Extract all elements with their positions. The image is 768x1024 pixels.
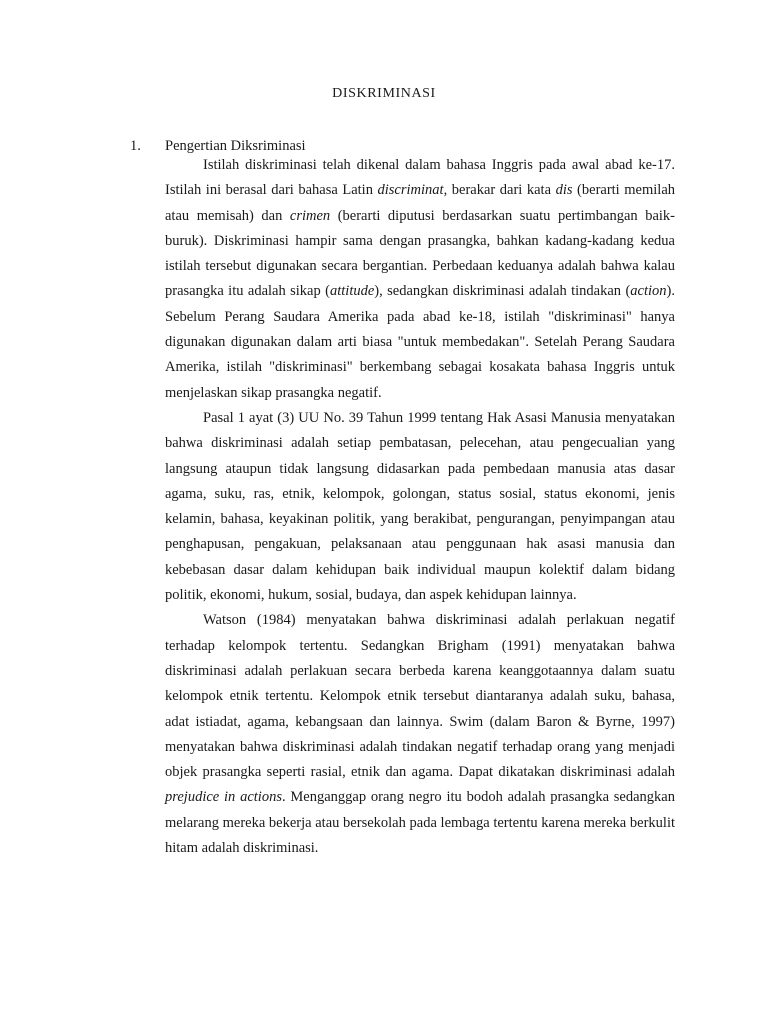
text-run: Watson (1984) menyatakan bahwa diskriminasi adalah perlakuan negatif terhadap kelompok tertentu. Sedangkan Brigham (1991) menyatakan bahwa diskriminasi adalah perlakuan secara berbeda karena keanggotaannya dalam suatu kelompok etnik tertentu. Kelompok etnik tersebut diantaranya adalah suku, bahasa, adat istiadat, agama, kebangsaan dan lainnya. Swim (dalam Baron & Byrne, 1997) menyatakan bahwa diskriminasi adalah tindakan negatif terhadap orang yang menjadi objek prasangka seperti rasial, etnik dan agama. Dapat dikatakan diskriminasi adalah	[165, 612, 675, 781]
page-title: DISKRIMINASI	[332, 86, 436, 101]
italic-term: crimen	[289, 207, 331, 224]
text-run: Istilah diskriminasi telah dikenal dalam bahasa Inggris pada awal abad ke-17. Istilah ini berasal dari bahasa Latin	[165, 157, 675, 199]
text-run: ), sedangkan diskriminasi adalah tindakan (	[374, 283, 631, 300]
italic-term: discriminat	[377, 182, 444, 199]
text-run: . Menganggap orang negro itu bodoh adalah prasangka sedangkan melarang mereka bekerja atau bersekolah pada lembaga tertentu karena mereka berkulit hitam adalah diskriminasi.	[165, 789, 675, 857]
italic-term: action	[630, 283, 667, 300]
section-number: 1.	[130, 138, 141, 154]
section-title: Pengertian Diksriminasi	[165, 138, 306, 154]
text-run: (berarti diputusi berdasarkan suatu pertimbangan baik-buruk). Diskriminasi hampir sama dengan prasangka, bahkan kadang-kadang kedua istilah tersebut digunakan secara bergantian. Perbedaan keduanya adalah bahwa kalau prasangka itu adalah sikap (	[165, 207, 676, 300]
paragraph	[165, 608, 675, 861]
text-run: Pasal 1 ayat (3) UU No. 39 Tahun 1999 tentang Hak Asasi Manusia menyatakan bahwa diskriminasi adalah setiap pembatasan, pelecehan, atau pengecualian yang langsung ataupun tidak langsung didasarkan pada pembedaan manusia atas dasar agama, suku, ras, etnik, kelompok, golongan, status sosial, status ekonomi, jenis kelamin, bahasa, keyakinan politik, yang berakibat, pengurangan, penyimpangan atau penghapusan, pengakuan, pelaksanaan atau penggunaan hak asasi manusia dan kebebasan dasar dalam kehidupan baik individual maupun kolektif dalam bidang politik, ekonomi, hukum, sosial, budaya, dan aspek kehidupan lainnya.	[165, 409, 675, 604]
italic-term: prejudice in actions	[165, 789, 282, 806]
text-run: ). Sebelum Perang Saudara Amerika pada abad ke-18, istilah "diskriminasi" hanya digunakan digunakan dalam arti biasa "untuk membedakan". Setelah Perang Saudara Amerika, istilah "diskriminasi" berkembang sebagai kosakata bahasa Inggris untuk menjelaskan sikap prasangka negatif.	[165, 283, 675, 401]
text-run: (berarti memilah atau memisah) dan	[165, 182, 676, 224]
italic-term: attitude	[329, 283, 375, 300]
paragraph	[165, 406, 675, 608]
text-run: , berakar dari kata	[443, 182, 556, 199]
section-body	[165, 153, 675, 861]
paragraph	[165, 153, 675, 406]
italic-term: dis	[555, 182, 573, 199]
